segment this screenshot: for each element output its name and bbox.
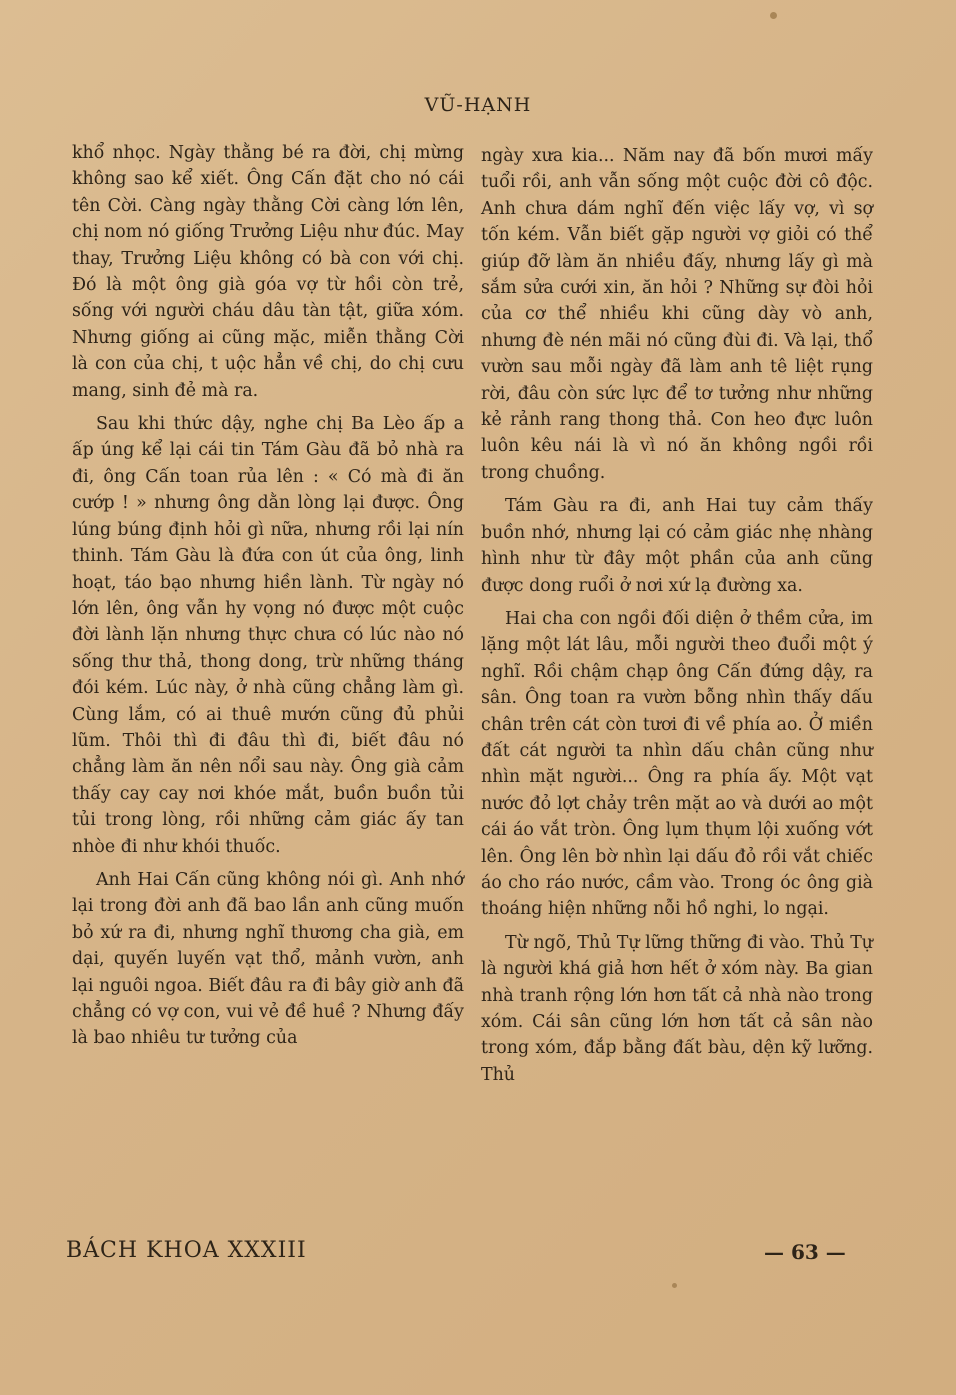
right-text-column [481, 143, 873, 1095]
paragraph: Anh Hai Cấn cũng không nói gì. Anh nhớ lại trong đời anh đã bao lần anh cũng muốn bỏ xứ ra đi, nhưng nghĩ thương cha già, em dại, quyến luyến vạt thổ, mảnh vườn, anh lại nguôi ngoa. Biết đâu ra đi bây giờ anh đã chẳng có vợ con, vui vẻ đề huề ? Nhưng đấy là bao nhiêu tư tưởng của [72, 869, 464, 1049]
paragraph: Từ ngõ, Thủ Tự lững thững đi vào. Thủ Tự là người khá giả hơn hết ở xóm này. Ba gian nhà tranh rộng lớn hơn tất cả nhà nào trong xóm. Cái sân cũng lớn hơn tất cả sân nào trong xóm, đắp bằng đất bàu, dện kỹ lưỡng. Thủ [481, 932, 873, 1085]
paragraph: Tám Gàu ra đi, anh Hai tuy cảm thấy buồn nhớ, nhưng lại có cảm giác nhẹ nhàng hình như từ đây một phần của anh cũng được dong ruổi ở nơi xứ lạ đường xa. [481, 496, 873, 596]
paragraph: ngày xưa kia... Năm nay đã bốn mươi mấy tuổi rồi, anh vẫn sống một cuộc đời cô độc. Anh chưa dám nghĩ đến việc lấy vợ, vì sợ tốn kém. Vẫn biết gặp người vợ giỏi có thể giúp đỡ làm ăn nhiều đấy, nhưng lấy gì mà sắm sửa cưới xin, ăn hỏi ? Những sự đòi hỏi của cơ thể nhiều khi cũng dày vò anh, nhưng đè nén mãi nó cũng đùi đi. Và lại, thổ vườn sau mỗi ngày đã làm anh tê liệt rụng rời, đâu còn sức lực để tơ tưởng như những kẻ rảnh rang thong thả. Con heo đực luôn luôn kêu nái là vì nó ăn không ngồi rồi trong chuồng. [481, 146, 873, 483]
paragraph: Sau khi thức dậy, nghe chị Ba Lèo ấp a ấp úng kể lại cái tin Tám Gàu đã bỏ nhà ra đi, ông Cấn toan rủa lên : « Có mà đi ăn cướp ! » nhưng ông dằn lòng lại được. Ông lúng búng định hỏi gì nữa, nhưng rồi lại nín thinh. Tám Gàu là đứa con út của ông, linh hoạt, táo bạo nhưng hiền lành. Từ ngày nó lớn lên, ông vẫn hy vọng nó được một cuộc đời lành lặn nhưng thực chưa có lúc nào nó sống thư thả, thong dong, trừ những tháng đói kém. Lúc này, ở nhà cũng chẳng làm gì. Cùng lắm, có ai thuê mướn cũng đủ phủi lũm. Thôi thì đi đâu thì đi, biết đâu nó chẳng làm ăn nên nổi sau này. Ông già cảm thấy cay cay nơi khóe mắt, buồn buồn tủi tủi trong lòng, rồi những cảm giác ấy tan nhòe đi như khói thuốc. [72, 414, 464, 857]
paragraph: khổ nhọc. Ngày thằng bé ra đời, chị mừng không sao kể xiết. Ông Cấn đặt cho nó cái tên Cời. Càng ngày thằng Cời càng lớn lên, chị nom nó giống Trưởng Liệu như đúc. May thay, Trưởng Liệu không có bà con với chị. Đó là một ông già góa vợ từ hồi còn trẻ, sống với người cháu dâu tàn tật, giữa xóm. Nhưng giống ai cũng mặc, miễn thằng Cời là con của chị, t uộc hẳn về chị, do chị cưu mang, sinh đẻ mà ra. [72, 143, 464, 401]
left-text-column [72, 140, 464, 1059]
paper-speck [770, 12, 777, 19]
paragraph: Hai cha con ngồi đối diện ở thềm cửa, im lặng một lát lâu, mỗi người theo đuổi một ý nghĩ. Rồi chậm chạp ông Cấn đứng dậy, ra sân. Ông toan ra vườn bỗng nhìn thấy dấu chân trên cát còn tươi đi về phía ao. Ở miền đất cát người ta nhìn dấu chân cũng như nhìn mặt người... Ông ra phía ấy. Một vạt nước đỏ lợt chảy trên mặt ao và dưới ao một cái áo vắt tròn. Ông lụm thụm lội xuống vớt lên. Ông lên bờ nhìn lại dấu đỏ rồi vắt chiếc áo cho ráo nước, cầm vào. Trong óc ông già thoáng hiện những nỗi hồ nghi, lo ngại. [481, 608, 873, 920]
page-number: — 63 — [764, 1240, 846, 1264]
journal-name: BÁCH KHOA XXXIII [66, 1238, 307, 1263]
running-title: VŨ-HẠNH [424, 94, 532, 116]
paper-speck [672, 1283, 677, 1288]
